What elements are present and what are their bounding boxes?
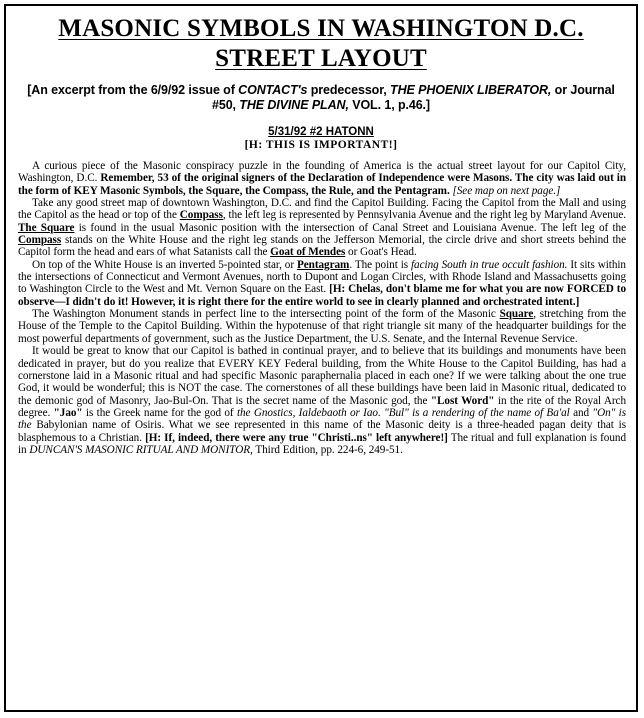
- text-run-underlined: The Square: [18, 221, 75, 234]
- text-run: Babylonian name of Osiris. What we see represented in this name of the Masonic deity is a three-headed pagan deity that is blasphemous to a Christian.: [18, 419, 626, 444]
- excerpt-note: [18, 83, 624, 113]
- text-run: or Goat's Head.: [345, 246, 417, 259]
- text-run-bold: "Lost Word": [430, 394, 495, 407]
- text-run: and: [569, 406, 593, 419]
- excerpt-text: VOL. 1, p.46.]: [348, 98, 430, 112]
- text-run: The Washington Monument stands in perfect line to the intersecting point of the form of the Masonic: [32, 308, 500, 321]
- text-run-bold: Remember, 53 of the original signers of the Declaration of Independence were Masons. The city was laid out in the form of KEY Masonic Symbols, the Square, the Compass, the Rule, and the Pentagram.: [18, 172, 627, 197]
- text-run: is found in the usual Masonic position with the intersection of Canal Street and Louisiana Avenue. The left leg of the: [74, 221, 626, 234]
- page-title: MASONIC SYMBOLS IN WASHINGTON D.C.: [58, 15, 584, 42]
- text-run: On top of the White House is an inverted 5-pointed star, or: [32, 258, 297, 271]
- paragraph: [18, 160, 626, 197]
- excerpt-text: predecessor,: [307, 83, 391, 97]
- text-run: Take any good street map of downtown Washington, D.C. and find the Capitol Building. Facing the Capitol from the Mall and using the Capitol as the head or top of the: [18, 197, 626, 222]
- excerpt-text: [An excerpt from the 6/9/92 issue of: [27, 83, 239, 97]
- text-run: stands on the White House and the right leg stands on the Jefferson Memorial, the circle drive and short streets behind the Capitol form the head and ears of what Satanists call the: [18, 234, 626, 259]
- text-run: The ritual and full explanation is found in: [18, 431, 626, 456]
- text-run: It sits within the intersections of Connecticut and Vermont Avenues, north to Dupont and Logan Circles, with Rhode Island and Massachusetts going to Washington Circle to the West and Mt. Vernon Square on the East.: [18, 258, 626, 296]
- text-run-underlined: Compass: [179, 209, 223, 222]
- excerpt-text: CONTACT's: [238, 83, 308, 97]
- text-run-italic: facing South in true occult fashion.: [411, 258, 568, 271]
- text-run: , the left leg is represented by Pennsylvania Avenue and the right leg by Maryland Avenue.: [222, 209, 626, 222]
- text-run: It would be great to know that our Capitol is bathed in continual prayer, and to believe that its buildings and monuments have been dedicated in prayer, but do you realize that EVERY KEY Federal building, from the White House to the Capitol Building, has had a cornerstone laid in a Masonic ritual and had specific Masonic paraphernalia placed in each one? If we were talking about the one true God, it would be wonderful; this is NOT the case. The cornerstones of all these buildings have been laid in Masonic ritual, dedicated to the demonic god of Masonry, Jao-Bul-On. That is the secret name of the Masonic god, the: [18, 345, 626, 407]
- article-body: [18, 160, 626, 456]
- paragraph: [18, 308, 626, 345]
- paragraph: [18, 259, 626, 308]
- text-run-bold: [H: If, indeed, there were any true "Christi..ns" left anywhere!]: [145, 431, 448, 444]
- text-run: is the Greek name for the god of: [82, 406, 237, 419]
- text-run-underlined: Goat of Mendes: [270, 246, 346, 259]
- text-run-italic: DUNCAN'S MASONIC RITUAL AND MONITOR,: [29, 443, 253, 456]
- text-run-underlined: Pentagram: [296, 258, 350, 271]
- text-run-bold: "Jao": [53, 406, 83, 419]
- text-run-italic: "Bul" is a rendering of the name of Ba'al: [384, 406, 570, 419]
- text-run-underlined: Square: [499, 308, 534, 321]
- paragraph: [18, 197, 626, 259]
- paragraph: [18, 345, 626, 456]
- text-run-italic: "On" is the: [18, 406, 626, 432]
- text-run: A curious piece of the Masonic conspiracy puzzle in the founding of America is the actual street layout for our Capitol City, Washington, D.C.: [18, 160, 626, 185]
- text-run-underlined: Compass: [18, 234, 62, 247]
- page-subtitle: STREET LAYOUT: [215, 45, 427, 72]
- text-run-bold: [H: Chelas, don't blame me for what you are now FORCED to observe—I didn't do it! However, it is right there for the entire world to see in clearly planned and orchestrated intent.]: [18, 283, 626, 308]
- excerpt-text: or Journal #50,: [211, 83, 615, 112]
- text-run: . The point is: [349, 258, 411, 271]
- excerpt-text: THE PHOENIX LIBERATOR,: [390, 83, 552, 97]
- text-run: , stretching from the House of the Temple to the Capitol Building. Within the hypotenuse of that right triangle sit many of the headquarter buildings for the most powerful departments of government, such as the Justice Department, the U.S. Senate, and the Internal Revenue Service.: [18, 308, 626, 345]
- text-run: in the rite of the Royal Arch degree.: [18, 394, 627, 419]
- subhead: [H: THIS IS IMPORTANT!]: [244, 139, 398, 151]
- text-run: Third Edition, pp. 224-6, 249-51.: [252, 443, 403, 456]
- text-run-italic: the Gnostics, Ialdebaoth or Iao.: [236, 406, 381, 419]
- document-page: [4, 4, 638, 712]
- dateline: 5/31/92 #2 HATONN: [268, 126, 374, 138]
- excerpt-text: THE DIVINE PLAN,: [239, 98, 349, 112]
- text-run-italic: [See map on next page.]: [449, 184, 561, 197]
